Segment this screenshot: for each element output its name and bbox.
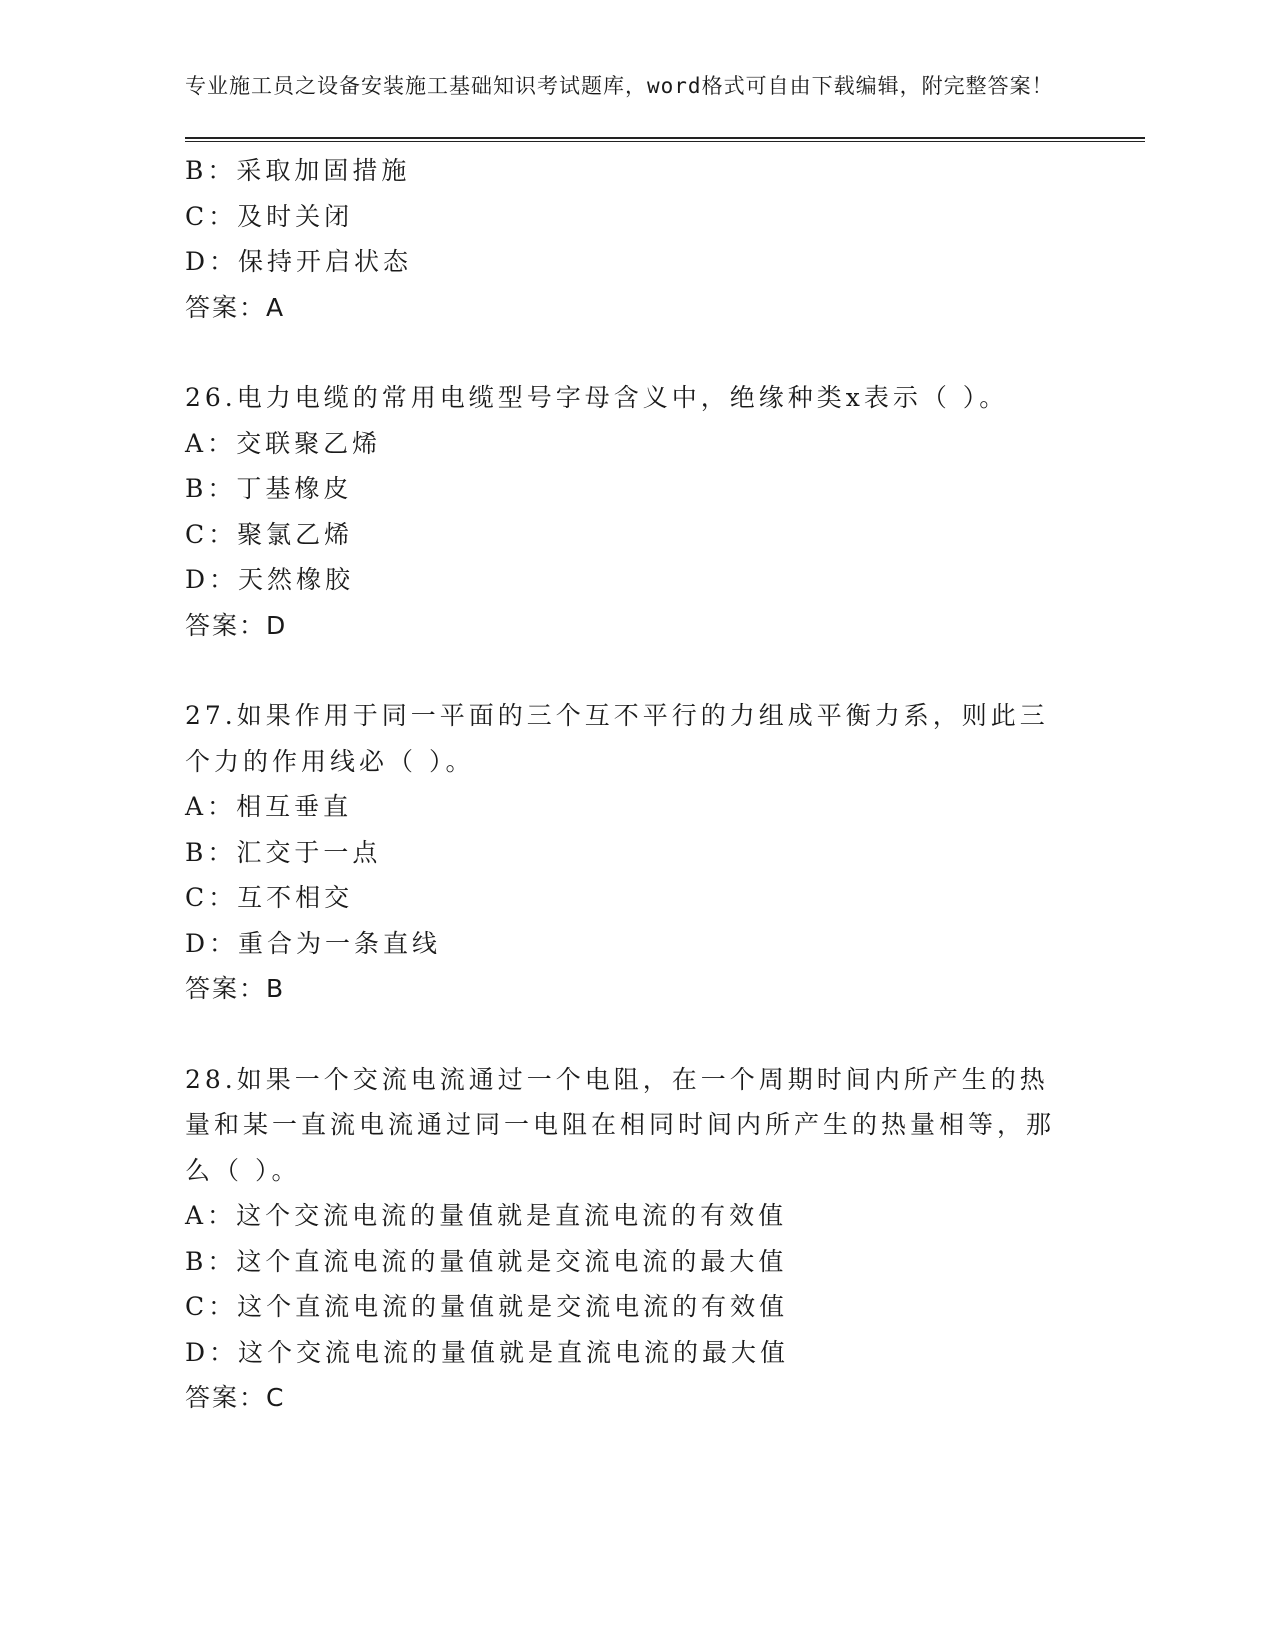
header-divider-thin	[185, 141, 1145, 142]
question-text: 26.电力电缆的常用电缆型号字母含义中，绝缘种类x表示（ ）。	[185, 383, 1009, 412]
option-c: C：及时关闭	[185, 201, 354, 231]
option-b: B：采取加固措施	[185, 156, 411, 185]
page-header: 专业施工员之设备安装施工基础知识考试题库，word格式可自由下载编辑，附完整答案！	[185, 74, 1054, 98]
option-d: D：天然橡胶	[185, 565, 355, 594]
question-text: 28.如果一个交流电流通过一个电阻，在一个周期时间内所产生的热量和某一直流电流通过同一电阻在相同时间内所产生的热量相等，那么（ ）。	[185, 1064, 1056, 1185]
option-a: A：这个交流电流的量值就是直流电流的有效值	[185, 1201, 788, 1230]
option-c: C：聚氯乙烯	[185, 519, 354, 549]
answer-line: 答案：A	[185, 292, 286, 322]
question-list	[185, 148, 1145, 1421]
option-b: B：汇交于一点	[185, 837, 382, 867]
option-a: A：交联聚乙烯	[185, 428, 382, 458]
question-continued	[185, 148, 1145, 330]
question-text: 27.如果作用于同一平面的三个互不平行的力组成平衡力系，则此三个力的作用线必（ ）。	[185, 701, 1049, 776]
option-d: D：重合为一条直线	[185, 928, 442, 958]
option-b: B：丁基橡皮	[185, 474, 353, 503]
question-28	[185, 1057, 1145, 1421]
document-page	[185, 70, 1145, 1421]
option-d: D：这个交流电流的量值就是直流电流的最大值	[185, 1337, 790, 1367]
option-a: A：相互垂直	[185, 792, 353, 821]
answer-line: 答案：B	[185, 974, 286, 1003]
answer-line: 答案：D	[185, 610, 288, 640]
option-c: C：互不相交	[185, 883, 354, 912]
option-b: B：这个直流电流的量值就是交流电流的最大值	[185, 1246, 788, 1276]
header-divider	[185, 137, 1145, 139]
question-27	[185, 693, 1145, 1012]
question-26	[185, 375, 1145, 648]
option-c: C：这个直流电流的量值就是交流电流的有效值	[185, 1292, 789, 1321]
option-d: D：保持开启状态	[185, 247, 413, 276]
answer-line: 答案：C	[185, 1383, 286, 1412]
